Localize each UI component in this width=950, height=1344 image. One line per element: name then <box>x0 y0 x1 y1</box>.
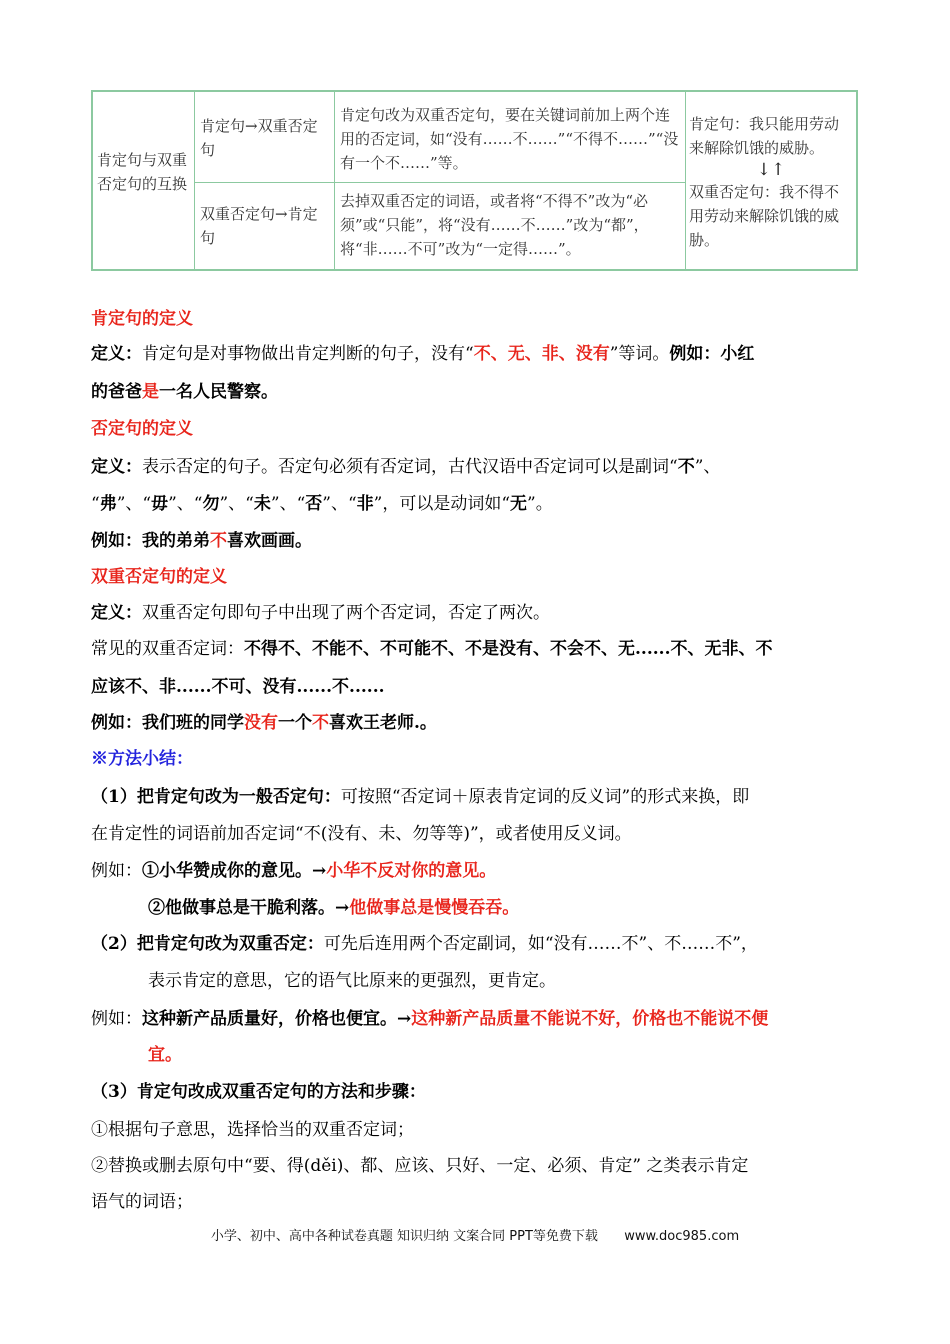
method-3-step-2-line-1: ②替换或删去原句中“要、得(děi)、都、应该、只好、一定、必须、肯定” 之类表示肯定 <box>91 1156 749 1176</box>
method-2-line-2: 表示肯定的意思，它的语气比原来的更强烈，更肯定。 <box>148 971 556 991</box>
method-1-example-2: ②他做事总是干脆利落。→他做事总是慢慢吞吞。 <box>148 898 520 918</box>
affirm-definition: 定义：肯定句是对事物做出肯定判断的句子，没有“不、无、非、没有”等词。例如：小红 <box>91 344 755 364</box>
dneg-title: 双重否定句的定义 <box>91 567 227 587</box>
method-2-example: 例如：这种新产品质量好，价格也便宜。→这种新产品质量不能说不好，价格也不能说不便 <box>91 1009 769 1029</box>
table-example-cell <box>685 92 856 269</box>
footer-text: 小学、初中、高中各种试卷真题 知识归纳 文案合同 PPT等免费下载 <box>210 1229 598 1244</box>
table-topic-cell: 肯定句与双重否定句的互换 <box>97 151 188 193</box>
dneg-common-words-1: 常见的双重否定词：不得不、不能不、不可能不、不是没有、不会不、无......不、无非、不 <box>91 639 773 659</box>
dneg-example: 例如：我们班的同学没有一个不喜欢王老师.。 <box>91 713 437 733</box>
footer-url: www.doc985.com <box>624 1229 740 1244</box>
method-1-line-1: （1）把肯定句改为一般否定句：可按照“否定词＋原表肯定词的反义词”的形式来换，即 <box>91 787 750 807</box>
swap-arrows-icon: ↓↑ <box>756 160 786 180</box>
example-double-negative: 双重否定句：我不得不用劳动来解除饥饿的威胁。 <box>689 183 840 249</box>
method-title: ※方法小结： <box>91 749 193 769</box>
example-affirmative: 肯定句：我只能用劳动来解除饥饿的威胁。 <box>689 115 840 157</box>
method-1-line-2: 在肯定性的词语前加否定词“不(没有、未、勿等等)”，或者使用反义词。 <box>91 824 632 844</box>
method-2-line-1: （2）把肯定句改为双重否定：可先后连用两个否定副词，如“没有……不”、不……不”， <box>91 934 758 954</box>
affirm-title: 肯定句的定义 <box>91 309 193 329</box>
table-type-cell-1: 肯定句→双重否定句 <box>200 117 318 159</box>
method-3-step-1: ①根据句子意思，选择恰当的双重否定词； <box>91 1120 414 1140</box>
neg-example: 例如：我的弟弟不喜欢画画。 <box>91 531 312 551</box>
table-rule-cell-2: 去掉双重否定的词语，或者将“不得不”改为“必须”或“只能”，将“没有……不……”改为“都”，将“非……不可”改为“一定得……”。 <box>340 192 649 258</box>
table-rule-cell-1: 肯定句改为双重否定句，要在关键词前加上两个连用的否定词，如“没有……不……”“不得不……”“没有一个不……”等。 <box>340 106 679 172</box>
method-1-example-1: 例如：①小华赞成你的意见。→小华不反对你的意见。 <box>91 861 497 881</box>
neg-definition-1: 定义：表示否定的句子。否定句必须有否定词，古代汉语中否定词可以是副词“不”、 <box>91 457 721 477</box>
method-2-example-cont: 宜。 <box>148 1045 182 1065</box>
page-footer <box>0 1225 950 1244</box>
affirm-example: 的爸爸是一名人民警察。 <box>91 382 278 402</box>
neg-definition-2: “弗”、“毋”、“勿”、“未”、“否”、“非”，可以是动词如“无”。 <box>91 494 553 514</box>
method-3-title: （3）肯定句改成双重否定句的方法和步骤： <box>91 1082 426 1102</box>
conversion-table <box>91 90 858 271</box>
method-3-step-2-line-2: 语气的词语； <box>91 1192 193 1212</box>
neg-title: 否定句的定义 <box>91 419 193 439</box>
dneg-definition: 定义：双重否定句即句子中出现了两个否定词，否定了两次。 <box>91 603 550 623</box>
table-type-cell-2: 双重否定句→肯定句 <box>200 205 318 247</box>
dneg-common-words-2: 应该不、非......不可、没有......不...... <box>91 677 385 697</box>
